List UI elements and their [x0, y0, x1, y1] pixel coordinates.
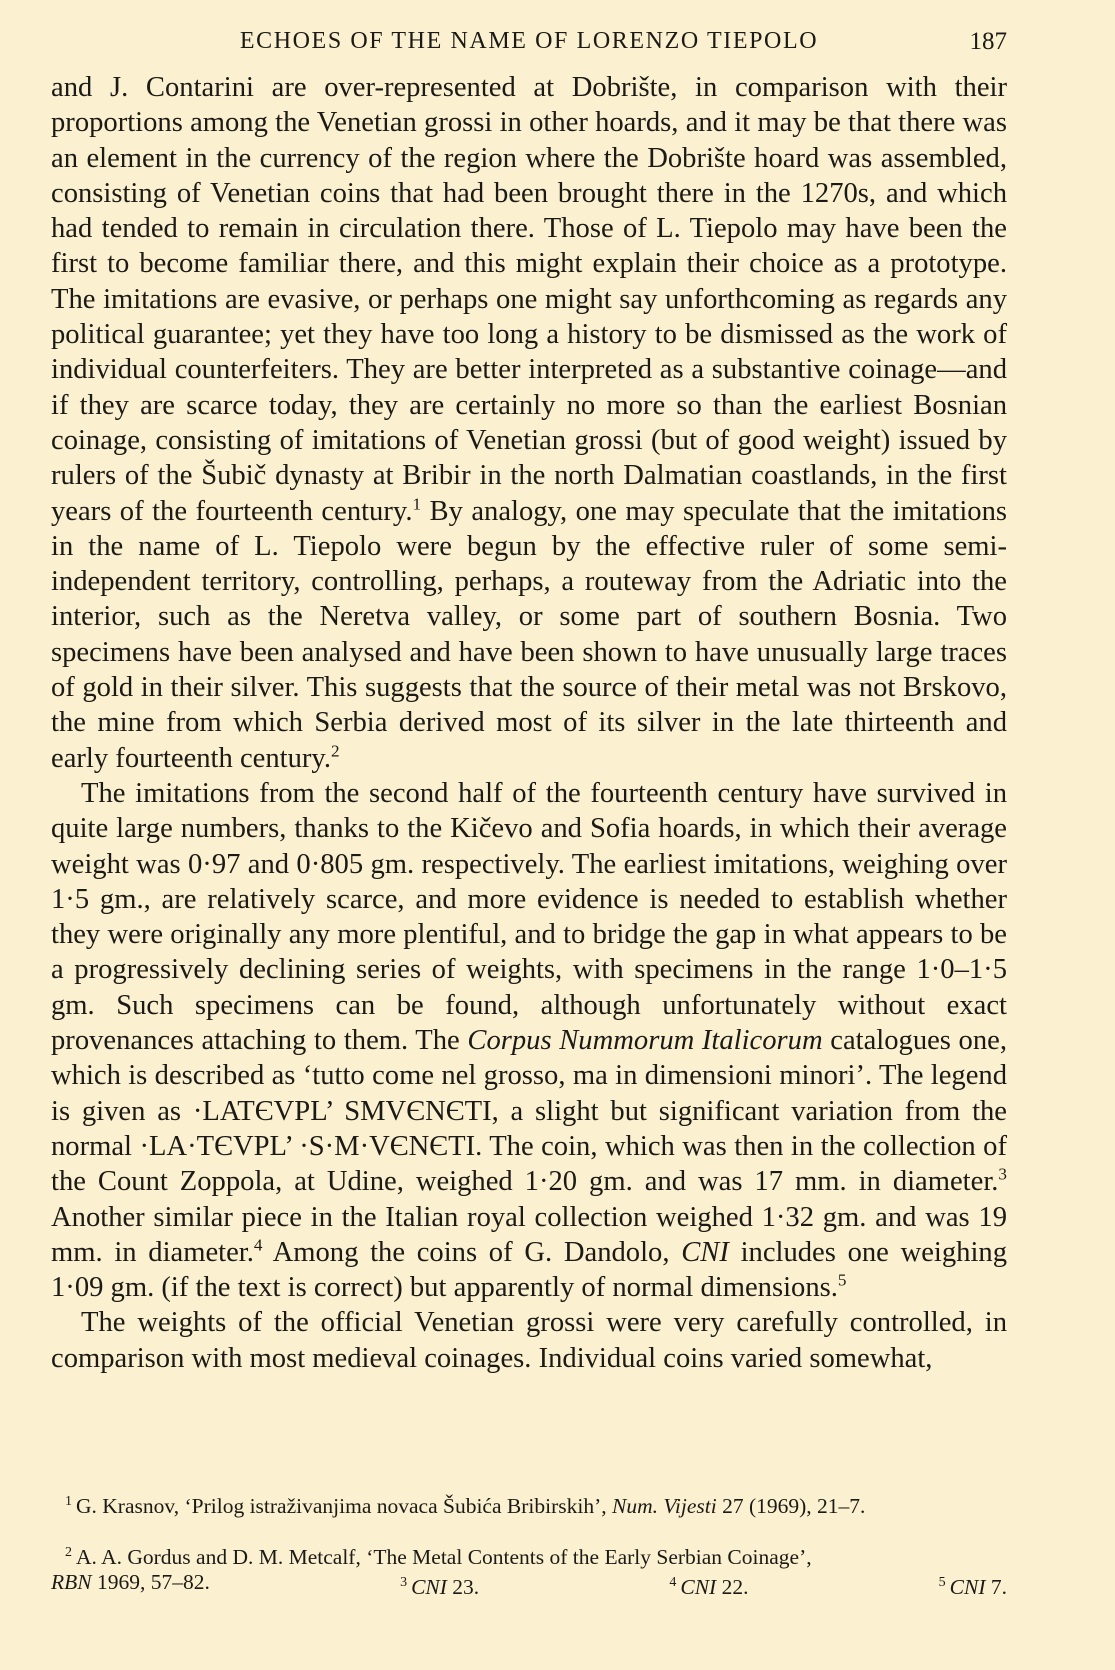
paragraph-text: catalogues one, which is described as ‘tutto come nel grosso, ma in dimensioni minori’. The legend is given as ·LATЄVPL’ SMVЄNЄTI, a slight but significant variation from the normal ·LA·TЄVPL’ ·S·M·VЄNЄTI. The coin, which was then in the collection of the Count Zoppola, at Udine, weighed 1·20 gm. and was 17 mm. in diameter.: [51, 1025, 1007, 1198]
footnote-text: 22.: [716, 1575, 749, 1600]
footnote-text: 23.: [446, 1575, 480, 1600]
body-text: [51, 70, 1007, 1376]
footnote-mark: 1: [65, 1494, 72, 1509]
footnote-text: 1969, 57–82.: [91, 1570, 210, 1595]
paragraph-text: and J. Contarini are over-represented at Dobrište, in comparison with their proportions among the Venetian grossi in other hoards, and it may be that there was an element in the currency of the region where the Dobrište hoard was assembled, consisting of Venetian coins that had been brought there in the 1270s, and which had tended to remain in circulation there. Those of L. Tiepolo may have been the first to become familiar there, and this might explain their choice as a prototype. The imitations are evasive, or perhaps one might say unforthcoming as regards any political guarantee; yet they have too long a history to be dismissed as the work of individual counterfeiters. They are better interpreted as a substantive coinage—and if they are scarce today, they are certainly no more so than the earliest Bosnian coinage, consisting of imitations of Venetian grossi (but of good weight) issued by rulers of the Šubič dynasty at Bribir in the north Dalmatian coastlands, in the first years of the fourteenth century.: [51, 72, 1007, 527]
paragraph-text: The imitations from the second half of the fourteenth century have survived in quite large numbers, thanks to the Kičevo and Sofia hoards, in which their average weight was 0·97 and 0·805 gm. respectively. The earliest imitations, weighing over 1·5 gm., are relatively scarce, and more evidence is needed to establish whether they were originally any more plentiful, and to bridge the gap in what appears to be a progressively declining series of weights, with specimens in the range 1·0–1·5 gm. Such specimens can be found, although unfortunately without exact provenances attaching to them. The: [51, 777, 1007, 1057]
journal-title: CNI: [949, 1575, 986, 1600]
journal-title: Num. Vijesti: [612, 1494, 717, 1519]
footnote-line: [51, 1540, 1007, 1570]
italic-title: Corpus Nummorum Italicorum: [467, 1025, 823, 1057]
footnote-ref-4[interactable]: 4: [253, 1235, 263, 1255]
footnote-ref-3[interactable]: 3: [998, 1164, 1007, 1184]
footnote-ref-1[interactable]: 1: [412, 494, 422, 514]
footnote-4: [669, 1570, 748, 1600]
page-number: 187: [969, 28, 1007, 55]
footnote-mark: 4: [669, 1575, 677, 1591]
paragraph-text: Among the coins of G. Dandolo,: [262, 1236, 682, 1268]
footnote-1: [51, 1489, 1007, 1519]
footnote-mark: 2: [65, 1545, 72, 1560]
footnote-mark: 3: [400, 1575, 408, 1591]
journal-title: RBN: [51, 1570, 92, 1595]
paragraph-text: Another similar piece in the Italian royal collection weighed 1·32 gm. and was 19 mm. in diameter.: [51, 1201, 1007, 1268]
footnote-line: [51, 1570, 1007, 1600]
footnote-ref-5[interactable]: 5: [837, 1270, 847, 1290]
running-head: [51, 28, 1007, 62]
footnote-mark: 5: [938, 1575, 946, 1591]
paragraph-3: The weights of the official Venetian grossi were very carefully controlled, in comparison with most medieval coinages. Individual coins varied somewhat,: [51, 1307, 1007, 1374]
footnote-ref-2[interactable]: 2: [330, 741, 340, 761]
paragraph-1: [51, 70, 1007, 776]
paragraph-text: By analogy, one may speculate that the imitations in the name of L. Tiepolo were begun by the effective ruler of some semi-independent territory, controlling, perhaps, a routeway from the Adriatic into the interior, such as the Neretva valley, or some part of southern Bosnia. Two specimens have been analysed and have been shown to have unusually large traces of gold in their silver. This suggests that the source of their metal was not Brskovo, the mine from which Serbia derived most of its silver in the late thirteenth and early fourteenth century.: [51, 495, 1007, 774]
footnote-2-end: [51, 1570, 210, 1600]
paragraph-text: includes one weighing 1·09 gm. (if the text is correct) but apparently of normal dimensions.: [51, 1236, 1007, 1304]
footnote-text: A. A. Gordus and D. M. Metcalf, ‘The Metal Contents of the Early Serbian Coinage’,: [76, 1545, 812, 1570]
running-title: ECHOES OF THE NAME OF LORENZO TIEPOLO: [239, 28, 819, 54]
journal-title: CNI: [411, 1575, 447, 1600]
paragraph-2: [51, 776, 1007, 1305]
footnote-text: G. Krasnov, ‘Prilog istraživanjima novaca Šubića Bribirskih’,: [76, 1494, 612, 1519]
italic-abbreviation: CNI: [681, 1236, 729, 1268]
footnote-3: [400, 1570, 479, 1600]
journal-title: CNI: [680, 1575, 717, 1600]
footnote-text: 7.: [985, 1575, 1007, 1600]
footnote-5: [939, 1570, 1007, 1600]
footnote-2: [51, 1540, 1007, 1600]
footnote-text: 27 (1969), 21–7.: [716, 1494, 866, 1519]
